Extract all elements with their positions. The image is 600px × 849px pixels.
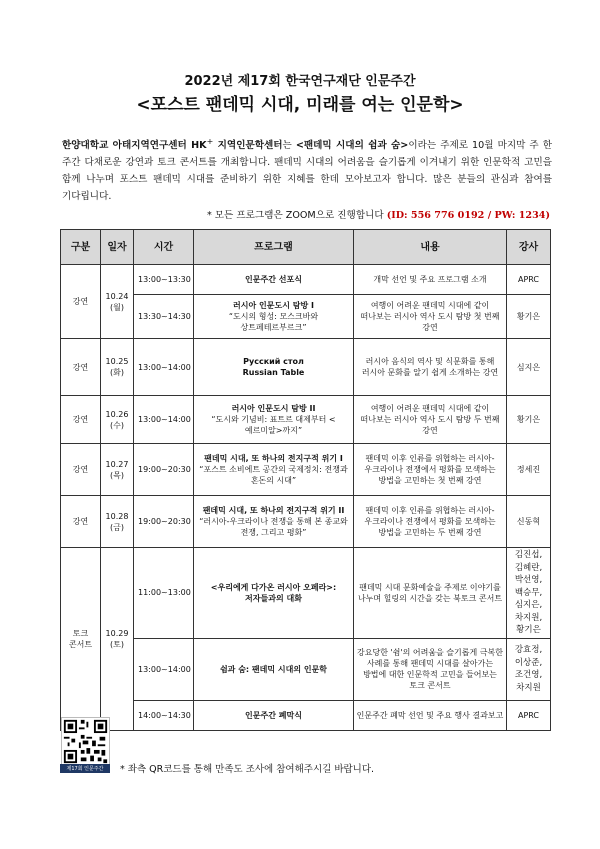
cell-date: 10.25 (화) xyxy=(101,339,134,396)
cell-time: 13:00~14:00 xyxy=(134,339,194,396)
cell-time: 11:00~13:00 xyxy=(134,548,194,639)
table-row xyxy=(61,638,551,700)
event-title: 2022년 제17회 한국연구재단 인문주간 xyxy=(184,74,416,89)
cell-content: 팬데믹 이후 인류를 위협하는 러시아-우크라이나 전쟁에서 평화를 모색하는 방법을 고민하는 두 번째 강연 xyxy=(354,496,507,548)
cell-speaker: 강효정, 이상준, 조건영, 차지원 xyxy=(507,638,551,700)
cell-speaker: 김진섭, 김혜란, 박선영, 백승무, 심지은, 차지원, 황기은 xyxy=(507,548,551,639)
cell-program: 팬데믹 시대, 또 하나의 전지구적 위기 I “포스트 소비에트 공간의 국제정치: 전쟁과 혼돈의 시대” xyxy=(194,444,354,496)
cell-program: <우리에게 다가온 러시아 오페라>: 저자들과의 대화 xyxy=(194,548,354,639)
survey-footnote: * 좌측 QR코드를 통해 만족도 조사에 참여해주시길 바랍니다. xyxy=(120,764,375,775)
qr-caption: 제17회 인문주간 xyxy=(60,764,110,773)
cell-speaker: 심지은 xyxy=(507,339,551,396)
cell-type: 강연 xyxy=(61,496,101,548)
table-header-row xyxy=(61,230,551,265)
cell-time: 13:00~14:00 xyxy=(134,396,194,444)
zoom-id: (ID: 556 776 0192 / PW: 1234) xyxy=(386,210,550,221)
cell-type: 토크 콘서트 xyxy=(61,548,101,731)
cell-type: 강연 xyxy=(61,339,101,396)
cell-content: 팬데믹 시대 문화예술을 주제로 이야기를 나누며 힐링의 시간을 갖는 북토크 콘서트 xyxy=(354,548,507,639)
cell-program: Русский стол Russian Table xyxy=(194,339,354,396)
table-row xyxy=(61,265,551,295)
zoom-notice-text: * 모든 프로그램은 ZOOM으로 진행합니다 xyxy=(206,210,387,221)
schedule-table xyxy=(60,229,551,731)
cell-program: 쉼과 숨: 팬데믹 시대의 인문학 xyxy=(194,638,354,700)
cell-date: 10.29 (토) xyxy=(101,548,134,731)
cell-speaker: 황기은 xyxy=(507,295,551,339)
table-row xyxy=(61,548,551,639)
cell-date: 10.26 (수) xyxy=(101,396,134,444)
col-header-speaker: 강사 xyxy=(507,230,551,265)
cell-date: 10.28 (금) xyxy=(101,496,134,548)
table-row xyxy=(61,295,551,339)
col-header-content: 내용 xyxy=(354,230,507,265)
cell-type: 강연 xyxy=(61,444,101,496)
intro-org2: 지역인문학센터 xyxy=(213,140,283,152)
col-header-time: 시간 xyxy=(134,230,194,265)
zoom-notice xyxy=(62,207,550,221)
cell-type: 강연 xyxy=(61,396,101,444)
cell-speaker: APRC xyxy=(507,265,551,295)
cell-time: 19:00~20:30 xyxy=(134,496,194,548)
cell-program: 러시아 인문도시 탐방 I “도시의 형성: 모스크바와 상트페테르부르크” xyxy=(194,295,354,339)
col-header-type: 구분 xyxy=(61,230,101,265)
cell-speaker: 신동혁 xyxy=(507,496,551,548)
cell-content: 팬데믹 이후 인류를 위협하는 러시아-우크라이나 전쟁에서 평화를 모색하는 방법을 고민하는 첫 번째 강연 xyxy=(354,444,507,496)
table-row xyxy=(61,700,551,730)
table-row xyxy=(61,339,551,396)
qr-code[interactable] xyxy=(61,717,110,766)
table-row xyxy=(61,496,551,548)
intro-org: 한양대학교 아태지역연구센터 HK xyxy=(62,140,207,152)
intro-text-2: 이라는 주제로 10월 마지막 주 한 주간 다채로운 강연과 토크 콘서트를 개최합니다. 팬데믹 시대의 어려움을 슬기롭게 이겨내기 위한 인문학적 고민을 함께 나누며 포스트 팬데믹 시대를 준비하기 위한 지혜를 한데 모아보고자 합니다. 많은 분들의 관심과 참여를 기다립니다. xyxy=(62,140,552,203)
cell-program: 팬데믹 시대, 또 하나의 전지구적 위기 II “러시아-우크라이나 전쟁을 통해 본 종교와 전쟁, 그리고 평화” xyxy=(194,496,354,548)
cell-speaker: 황기은 xyxy=(507,396,551,444)
cell-program: 인문주간 선포식 xyxy=(194,265,354,295)
col-header-program: 프로그램 xyxy=(194,230,354,265)
cell-type: 강연 xyxy=(61,265,101,339)
qr-code-graphic xyxy=(62,718,109,765)
cell-content: 개막 선언 및 주요 프로그램 소개 xyxy=(354,265,507,295)
cell-time: 19:00~20:30 xyxy=(134,444,194,496)
cell-program: 인문주간 폐막식 xyxy=(194,700,354,730)
intro-org-sup: + xyxy=(206,137,214,146)
cell-program: 러시아 인문도시 탐방 II “도시와 기념비: 표트르 대제부터 <예르미알>까지” xyxy=(194,396,354,444)
cell-date: 10.27 (목) xyxy=(101,444,134,496)
cell-speaker: APRC xyxy=(507,700,551,730)
intro-paragraph xyxy=(62,133,552,205)
cell-time: 13:00~13:30 xyxy=(134,265,194,295)
cell-content: 여행이 어려운 팬데믹 시대에 같이 떠나보는 러시아 역사 도시 탐방 첫 번째 강연 xyxy=(354,295,507,339)
cell-speaker: 정세진 xyxy=(507,444,551,496)
cell-content: 여행이 어려운 팬데믹 시대에 같이 떠나보는 러시아 역사 도시 탐방 두 번째 강연 xyxy=(354,396,507,444)
cell-date: 10.24 (월) xyxy=(101,265,134,339)
cell-time: 13:00~14:00 xyxy=(134,638,194,700)
cell-time: 14:00~14:30 xyxy=(134,700,194,730)
table-row xyxy=(61,396,551,444)
cell-time: 13:30~14:30 xyxy=(134,295,194,339)
intro-theme: <팬데믹 시대의 쉼과 숨> xyxy=(295,140,409,152)
cell-content: 강요당한 '쉼'의 어려움을 슬기롭게 극복한 사례를 통해 팬데믹 시대를 살아가는 방법에 대한 인문학적 고민을 들어보는 토크 콘서트 xyxy=(354,638,507,700)
cell-content: 러시아 음식의 역사 및 식문화를 통해 러시아 문화를 알기 쉽게 소개하는 강연 xyxy=(354,339,507,396)
event-theme-title: <포스트 팬데믹 시대, 미래를 여는 인문학> xyxy=(136,95,464,115)
table-row xyxy=(61,444,551,496)
col-header-date: 일자 xyxy=(101,230,134,265)
intro-text-1: 는 xyxy=(282,140,296,152)
cell-content: 인문주간 폐막 선언 및 주요 행사 결과보고 xyxy=(354,700,507,730)
